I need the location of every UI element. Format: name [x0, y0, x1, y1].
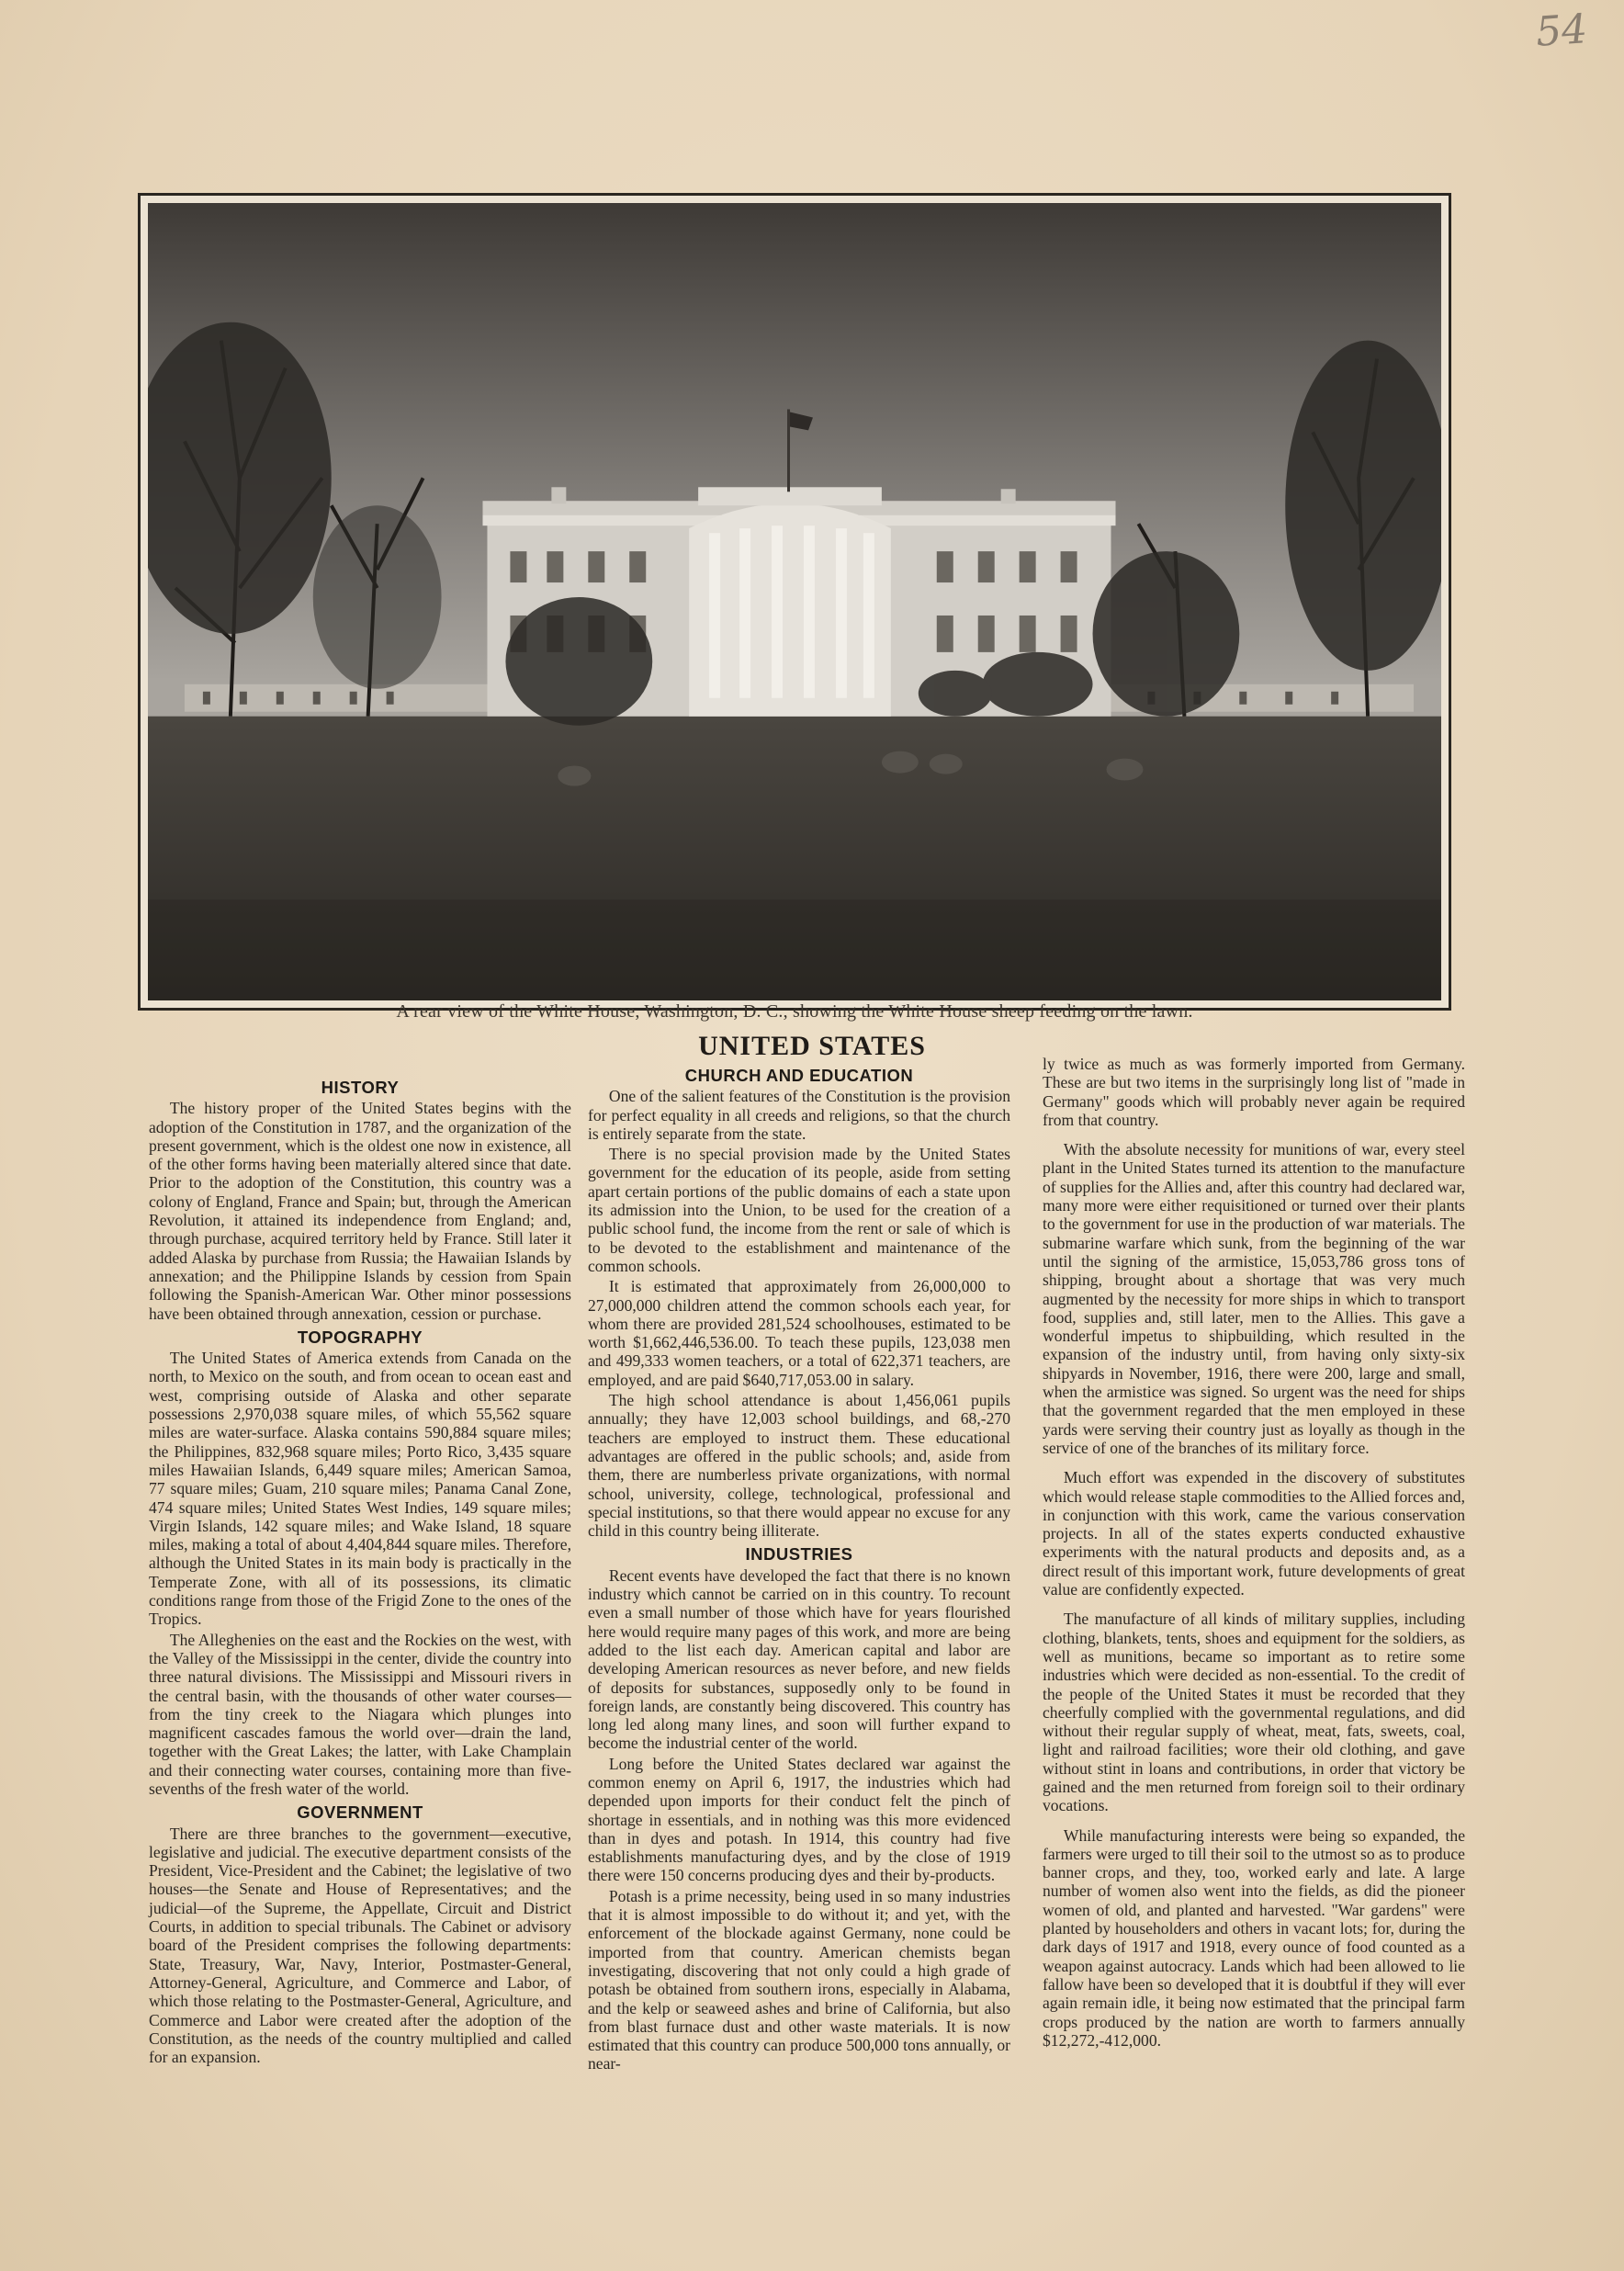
- topography-heading: TOPOGRAPHY: [297, 1327, 423, 1347]
- continued-paragraph: The manufacture of all kinds of military supplies, including clothing, blankets, tents, shoes and equipment for the soldiers, as well as munitions, became so important as to retire some industries which were decided as non-essential. To the credit of the people of the United States it must be recorded that they cheerfully complied with the governmental regulations, and did without their regular supply of wheat, meat, fats, sweets, coal, light and railroad facilities; wore their old clothing, and gave without stint in loans and contributions, in order that victory be gained and the men returned from foreign soil to their ordinary vocations.: [1043, 1610, 1465, 1815]
- church-paragraph: One of the salient features of the Constitution is the provision for perfect equality in all creeds and religions, so that the church is entirely separate from the state.: [588, 1087, 1010, 1143]
- church-paragraph: It is estimated that approximately from 26,000,000 to 27,000,000 children attend the common schools each year, for whom there are provided 281,524 schoolhouses, estimated to be worth $1,662,446,536.00. To teach these pupils, 123,038 men and 499,333 women teachers, or a total of 622,371 teachers, are employed, and are paid $640,717,053.00 in salary.: [588, 1277, 1010, 1389]
- history-heading: HISTORY: [321, 1078, 400, 1097]
- column-3: [1043, 1055, 1465, 2061]
- continued-paragraph: ly twice as much as was formerly imported from Germany. These are but two items in the surprisingly long list of "made in Germany" goods which will probably never again be required from that country.: [1043, 1055, 1465, 1129]
- church-education-heading: CHURCH AND EDUCATION: [684, 1066, 914, 1085]
- continued-paragraph: Much effort was expended in the discovery of substitutes which would release staple commodities to the Allied forces and, in conjunction with this work, came the various conservation projects. In all of the states experts conducted exhaustive experiments with the natural products and deposits and, as a direct result of this important work, future developments of great value are confidently expected.: [1043, 1468, 1465, 1599]
- column-1: [149, 1073, 571, 2068]
- continued-paragraph: While manufacturing interests were being so expanded, the farmers were urged to till their soil to the utmost so as to produce banner crops, and they, too, worked early and late. A large number of women also went into the fields, as did the pioneer women of old, and planted and harvested. "War gardens" were planted by householders and others in vacant lots; for, during the dark days of 1917 and 1918, every ounce of food counted as a weapon against autocracy. Lands which had been allowed to lie fallow have been so developed that it is doubtful if they will ever again remain idle, it being now estimated that the principal farm crops produced by the nation are worth to farmers annually $12,272,-412,000.: [1043, 1825, 1465, 2050]
- church-paragraph: The high school attendance is about 1,456,061 pupils annually; they have 12,003 school buildings, and 68,-270 teachers are employed to instruct them. These educational advantages are offered in the public schools; and, aside from them, there are numberless private organizations, with normal school, university, college, technological, professional and special institutions, so that there would appear no excuse for any child in this country being illiterate.: [588, 1391, 1010, 1541]
- white-house-photo-frame: [138, 193, 1451, 1011]
- government-heading: GOVERNMENT: [297, 1802, 423, 1823]
- column-2: [588, 1061, 1010, 2075]
- continued-paragraph: With the absolute necessity for munitions of war, every steel plant in the United States turned its attention to the manufacture of supplies for the Allies and, after this country had declared war, many more were either requisitioned or turned over their plants to the government for use in the production of war materials. The submarine warfare which sunk, from the beginning of the war until the signing of the armistice, 15,053,786 gross tons of shipping, brought about a shortage that was very much augmented by the necessity for more ships in which to transport food, supplies and, still later, men to the Allies. This gave a wonderful impetus to shipbuilding, which resulted in the expansion of the industry until, from having only sixty-six shipyards in November, 1916, there were 200, large and small, when the armistice was signed. So urgent was the need for ships that the government regarded that the men employed in these yards were serving their country just as loyally as though in the service of one of the branches of its military force.: [1043, 1140, 1466, 1457]
- page-title: UNITED STATES: [698, 1031, 926, 1061]
- industries-paragraph: Long before the United States declared war against the common enemy on April 6, 1917, the industries which had depended upon imports for their conduct felt the pinch of shortage in essentials, and in nothing was this more evidenced than in dyes and potash. In 1914, this country had five establishments manufacturing dyes, and by the close of 1919 there were 150 concerns producing dyes and their by-products.: [588, 1754, 1010, 1885]
- history-paragraph: The history proper of the United States begins with the adoption of the Constitution in 1787, and the organization of the present government, which is the oldest one now in existence, all of the other forms having been materially altered since that date. Prior to the adoption of the Constitution, this country was a colony of England, France and Spain; but, through the American Revolution, it attained its independence from England; and, through purchase, acquired territory held by France. Still later it added Alaska by purchase from Russia; the Hawaiian Islands by annexation; and the Philippine Islands by cession from Spain following the Spanish-American War. Other minor possessions have been obtained through annexation, cession or purchase.: [149, 1099, 571, 1323]
- page-number: 54: [1534, 6, 1589, 56]
- church-paragraph: There is no special provision made by the United States government for the education of its people, aside from setting apart certain portions of the public domains of each a state upon its admission into the Union, to be used for the creation of a public school fund, the income from the rent or sale of which is to be devoted to the establishment and maintenance of the common schools.: [588, 1145, 1010, 1275]
- topography-paragraph: The United States of America extends from Canada on the north, to Mexico on the south, and from ocean to ocean east and west, comprising outside of Alaska and other separate possessions 2,970,038 square miles, of which 55,562 square miles are water-surface. Alaska contains 590,884 square miles; the Philippines, 832,968 square miles; Porto Rico, 3,435 square miles Hawaiian Islands, 6,449 square miles; American Samoa, 77 square miles; Guam, 210 square miles; Panama Canal Zone, 474 square miles; United States West Indies, 149 square miles; Virgin Islands, 142 square miles; and Wake Island, 18 square miles, making a total of about 4,404,844 square miles. Therefore, although the United States in its main body is practically in the Temperate Zone, with all of its possessions, its climatic conditions range from those of the Frigid Zone to the ones of the Tropics.: [149, 1349, 571, 1629]
- industries-heading: INDUSTRIES: [745, 1544, 853, 1565]
- industries-paragraph: Recent events have developed the fact that there is no known industry which cannot be carried on in this country. To recount even a small number of those which have for years flourished here would require many pages of this work, and more are being added to the list each day. American capital and labor are developing American resources as never before, and new fields of deposits for substances, supposedly only to be found in foreign lands, are constantly being discovered. This country has long led along many lines, and soon will further expand to become the industrial center of the world.: [588, 1565, 1010, 1753]
- industries-paragraph: Potash is a prime necessity, being used in so many industries that it is almost impossible to do without it; and yet, with the enforcement of the blockade against Germany, none could be imported from that country. American chemists began investigating, discovering that not only could a high grade of potash be obtained from southern irons, especially in Alabama, and the kelp or seaweed ashes and brine of California, but also from blast furnace dust and other waste materials. It is now estimated that this country can produce 500,000 tons annually, or near-: [588, 1886, 1010, 2073]
- photo-caption: A rear view of the White House, Washington, D. C., showing the White House sheep feeding on the lawn.: [396, 1001, 1193, 1022]
- topography-paragraph: The Alleghenies on the east and the Rockies on the west, with the Valley of the Mississippi in the center, divide the country into three natural divisions. The Mississippi and Missouri rivers in the central basin, with the thousands of other water courses—from the tiny creek to the Niagara which plunges into magnificent cascades famous the world over—drain the land, together with the Great Lakes; the latter, with Lake Champlain and their connecting water courses, containing more than five-sevenths of the fresh water of the world.: [149, 1630, 571, 1798]
- government-paragraph: There are three branches to the government—executive, legislative and judicial. The executive department consists of the President, Vice-President and the Cabinet; the legislative of two houses—the Senate and House of Representatives; and the judicial—of the Supreme, the Appellate, Circuit and District Courts, in addition to special tribunals. The Cabinet or advisory board of the President comprises the following departments: State, Treasury, War, Navy, Interior, Postmaster-General, Attorney-General, Agriculture, and Commerce and Labor, of which those relating to the Postmaster-General, Agriculture, and Commerce and Labor were created after the adoption of the Constitution, as the needs of the country multiplied and called for an expansion.: [149, 1824, 571, 2067]
- white-house-photo: [148, 203, 1441, 1000]
